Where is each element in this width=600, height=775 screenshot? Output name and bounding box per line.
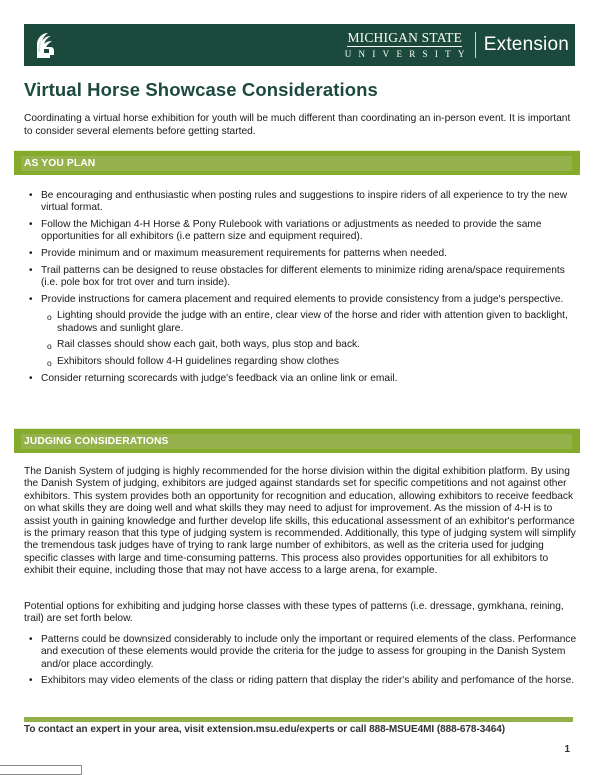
sub-list-item <box>0 310 581 335</box>
potential-options-paragraph: Potential options for exhibiting and judging horse classes with these types of patterns (i.e. dressage, gymkhana, reining, trail) are set forth below. <box>24 601 564 625</box>
brand-line1: MICHIGAN STATE <box>347 30 463 46</box>
list-item <box>0 634 581 671</box>
bullet-icon: • <box>29 247 33 259</box>
intro-paragraph: Coordinating a virtual horse exhibition for youth will be much different than coordinating an in-person event. It is important to consider several elements before getting started. <box>24 113 571 137</box>
page-title: Virtual Horse Showcase Considerations <box>24 79 378 100</box>
bullet-icon: • <box>29 634 33 645</box>
list-item-text: Follow the Michigan 4-H Horse & Pony Rulebook with variations or adjustments as needed to provide the same opportunities for all exhibitors (i.e pattern size and equipment required). <box>41 218 542 243</box>
section-band-inner <box>21 156 572 171</box>
list-item <box>0 675 581 687</box>
footer-divider <box>24 717 573 722</box>
section-header-as-you-plan <box>14 150 580 175</box>
page-number: 1 <box>564 744 570 755</box>
bullet-icon: • <box>29 190 33 201</box>
list-item <box>0 373 581 385</box>
msu-extension-header <box>24 24 575 66</box>
list-item-text: Rail classes should show each gait, both ways, plus stop and back. <box>57 339 360 351</box>
list-item <box>0 265 581 290</box>
section-label: AS YOU PLAN <box>24 158 96 169</box>
circle-bullet-icon: o <box>47 312 52 323</box>
bullet-icon: • <box>29 293 33 305</box>
circle-bullet-icon: o <box>47 341 52 352</box>
brand-extension: Extension <box>483 34 569 55</box>
danish-system-paragraph: The Danish System of judging is highly recommended for the horse division within the digital exhibition platform. By using the Danish System of judging, exhibitors are judged against standards set for specific competitions and not against other exhibitors. This system provides both an opportunity for recognition and education, allowing exhibitors to receive feedback on what skills they are doing well and what skills they may need to adjust for improvement. As the mission of 4-H is to assist youth in gaining knowledge and further develop life skills, this educational assessment of an exhibitor's performance is the primary reason that this type of judging system is recommended. Additionally, this type of judging system will simplify the tremendous task judges have of trying to rank large number of exhibitors, as well as the criteria used for judging specific classes with large and time-consuming patterns. This process also provides opportunities for all exhibitors to exhibit their equine, including those that may not have access to a large arena, for example. <box>24 466 576 577</box>
spartan-helmet-icon <box>33 30 55 60</box>
list-item-text: Trail patterns can be designed to reuse obstacles for different elements to minimize riding arena/space requirements (i.e. pole box for trot over and turn inside). <box>41 264 565 288</box>
list-item-text: Exhibitors may video elements of the class or riding pattern that display the rider's ability and perfomance of the horse. <box>41 675 575 687</box>
brand-line2: UNIVERSITY <box>344 48 472 59</box>
sub-list-item <box>0 356 581 368</box>
list-item-text: Provide minimum and or maximum measurement requirements for patterns when needed. <box>41 247 447 259</box>
list-item <box>0 294 581 306</box>
brand-lockup <box>345 24 569 66</box>
circle-bullet-icon: o <box>47 358 52 368</box>
list-item-text: Provide instructions for camera placement and required elements to provide consistency from a judge's perspective. <box>41 293 564 305</box>
section-label: JUDGING CONSIDERATIONS <box>24 436 169 447</box>
bullet-icon: • <box>29 218 33 230</box>
bullet-icon: • <box>29 264 33 276</box>
bullet-icon: • <box>29 675 33 687</box>
brand-divider <box>475 32 476 58</box>
page-corner-outline <box>0 765 82 775</box>
section-header-judging-considerations <box>14 428 580 453</box>
bullet-icon: • <box>29 372 33 384</box>
list-item-text: Exhibitors should follow 4-H guidelines regarding show clothes <box>57 356 340 367</box>
list-item-text: Consider returning scorecards with judge's feedback via an online link or email. <box>41 372 398 384</box>
sub-list-item <box>0 339 581 351</box>
judging-options-list <box>0 634 600 692</box>
list-item-text: Be encouraging and enthusiastic when posting rules and suggestions to inspire riders of all experience to try the new virtual format. <box>41 190 568 214</box>
list-item <box>0 190 581 215</box>
list-item <box>0 219 581 244</box>
list-item-text: Lighting should provide the judge with an entire, clear view of the horse and rider with attention given to backlight, shadows and sunlight glare. <box>57 310 568 334</box>
list-item <box>0 248 581 260</box>
msu-wordmark <box>344 30 472 59</box>
footer-contact: To contact an expert in your area, visit extension.msu.edu/experts or call 888-MSUE4MI (888-678-3464) <box>24 724 506 735</box>
as-you-plan-list <box>0 190 600 389</box>
list-item-text: Patterns could be downsized considerably to include only the important or required elements of the class. Performance and execution of these elements would provide the criteria for the judge to assess for grouping in the Danish System and/or place accordingly. <box>41 634 577 670</box>
